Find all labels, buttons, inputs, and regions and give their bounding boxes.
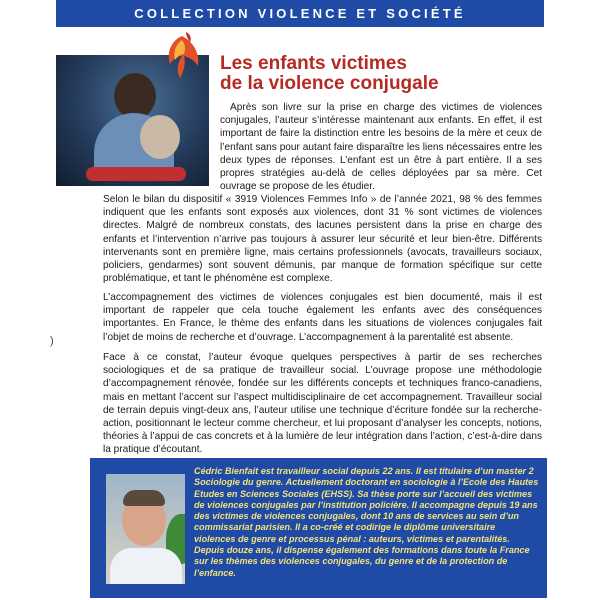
paragraph-accompaniment: L’accompagnement des victimes de violences conjugales est bien documenté, mais il est important de rappeler que cela touche également les enfants avec des conséquences importantes. En France, le thème des enfants dans les situations de violences conjugales fait l’objet de moins de recherche et d’ouvrage. L’accompagnement à la parentalité est absente. [103, 292, 542, 343]
collection-banner [56, 0, 544, 27]
author-box [90, 458, 547, 598]
title-line-1: Les enfants victimes [220, 53, 407, 74]
intro-paragraph: Après son livre sur la prise en charge des victimes de violences conjugales, l’auteur s’intéresse maintenant aux enfants. En effet, il est important de faire la distinction entre les besoins de la mère et ceux de l’enfant sans pour autant faire disparaître les liens nécessaires entre les deux types de réponses. L’enfant est un être à part entière. Il a ses propres stratégies au-delà de celles déployées par sa mère. Cet ouvrage se propose de les étudier. [220, 102, 542, 193]
author-photo [106, 474, 185, 584]
title-line-2: de la violence conjugale [220, 73, 439, 94]
margin-mark: ) [50, 335, 54, 347]
author-bio: Cédric Bienfait est travailleur social depuis 22 ans. Il est titulaire d’un master 2 Sociologie du genre. Actuellement doctorant en sociologie à l’Ecole des Hautes Etudes en Sciences Sociales (EHSS). Sa thèse porte sur l’accueil des victimes de violences conjugales par l’institution policière. Il accompagne depuis 19 ans des victimes de violences conjugales, dont 10 ans de services au sein d’un commissariat parisien. Il a co-créé et codirige le diplôme universitaire violences de genre et processus pénal : auteurs, victimes et parentalités. Depuis douze ans, il dispense également des formations dans toute la France sur les thèmes des violences conjugales, du genre et de la protection de l’enfance. [194, 466, 539, 578]
paragraph-perspectives: Face à ce constat, l’auteur évoque quelques perspectives à partir de ses recherches sociologiques et de sa pratique de travailleur social. L’ouvrage propose une méthodologie d’accompagnement rénovée, fondée sur les différents concepts et techniques franco-canadiens, mais en mettant l’accent sur l’aspect multidisciplinaire de cet accompagnement. Travailleur social de terrain depuis vingt-deux ans, l’auteur utilise une technique d’écriture fondée sur la recherche-action, positionnant le lecteur comme chercheur, et lui proposant d’analyser les concepts, notions, théories à l’appui de cas concrets et à la lumière de leur intégration dans l’action, c’est-à-dire dans la pratique d’écoutant. [103, 352, 542, 456]
paragraph-statistics: Selon le bilan du dispositif « 3919 Violences Femmes Info » de l’année 2021, 98 % des femmes indiquent que les enfants sont exposés aux violences, dont 31 % sont victimes de violences directes. Malgré de nombreux constats, des lacunes persistent dans la prise en charge des enfants et l’intervention n’arrive pas toujours à assurer leur sécurité et leur bien-être. Différents intervenants sont en première ligne, mais certains professionnels (avocats, travailleurs sociaux, policiers, gendarmes) sont souvent démunis, par manque de formation spécifique sur cette problématique, et tant le phénomène est complexe. [103, 194, 542, 285]
book-title [220, 54, 540, 94]
collection-name: COLLECTION VIOLENCE ET SOCIÉTÉ [134, 6, 466, 21]
phoenix-logo-icon [160, 30, 204, 82]
